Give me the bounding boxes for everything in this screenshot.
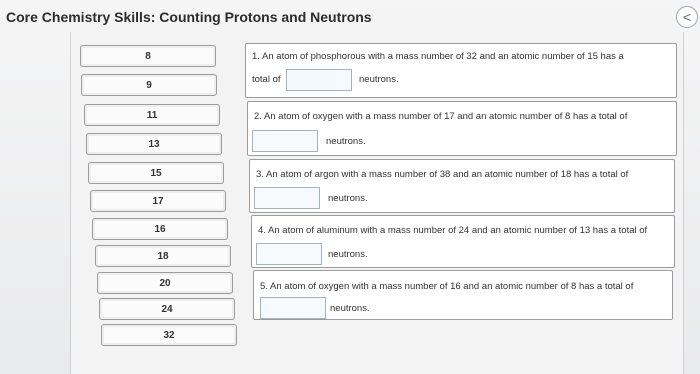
question-5 <box>253 270 673 320</box>
answer-drop-zone[interactable] <box>254 187 320 209</box>
question-text: 4. An atom of aluminum with a mass number of 24 and an atomic number of 13 has a total of <box>258 225 648 236</box>
question-suffix: neutrons. <box>330 303 370 314</box>
question-text: 2. An atom of oxygen with a mass number of 17 and an atomic number of 8 has a total of <box>254 111 628 122</box>
choice-tile[interactable]: 8 <box>80 45 216 67</box>
answer-drop-zone[interactable] <box>260 297 326 319</box>
question-1 <box>245 43 677 98</box>
choice-tile[interactable]: 11 <box>84 104 220 126</box>
choice-tile[interactable]: 13 <box>86 133 222 155</box>
choice-tile[interactable]: 17 <box>90 190 226 212</box>
question-prefix: total of <box>252 74 281 85</box>
choice-tile[interactable]: 18 <box>95 245 231 267</box>
answer-drop-zone[interactable] <box>256 243 322 265</box>
chevron-left-icon[interactable]: < <box>676 6 698 28</box>
choice-tile[interactable]: 20 <box>97 272 233 294</box>
page-title: Core Chemistry Skills: Counting Protons and Neutrons <box>6 9 372 25</box>
choice-tile[interactable]: 9 <box>81 74 217 96</box>
question-suffix: neutrons. <box>326 136 366 147</box>
choice-tile[interactable]: 15 <box>88 162 224 184</box>
answer-drop-zone[interactable] <box>286 69 352 91</box>
question-text: 1. An atom of phosphorous with a mass number of 32 and an atomic number of 15 has a <box>252 51 624 62</box>
answer-drop-zone[interactable] <box>252 130 318 152</box>
choice-tile[interactable]: 16 <box>92 218 228 240</box>
choice-tile[interactable]: 32 <box>101 324 237 346</box>
question-suffix: neutrons. <box>328 193 368 204</box>
question-4 <box>251 215 675 268</box>
choice-tile[interactable]: 24 <box>99 298 235 320</box>
question-text: 5. An atom of oxygen with a mass number of 16 and an atomic number of 8 has a total of <box>260 281 634 292</box>
question-suffix: neutrons. <box>359 74 399 85</box>
question-suffix: neutrons. <box>328 249 368 260</box>
question-text: 3. An atom of argon with a mass number of 38 and an atomic number of 18 has a total of <box>256 169 629 180</box>
question-3 <box>249 159 675 213</box>
question-2 <box>247 101 677 156</box>
